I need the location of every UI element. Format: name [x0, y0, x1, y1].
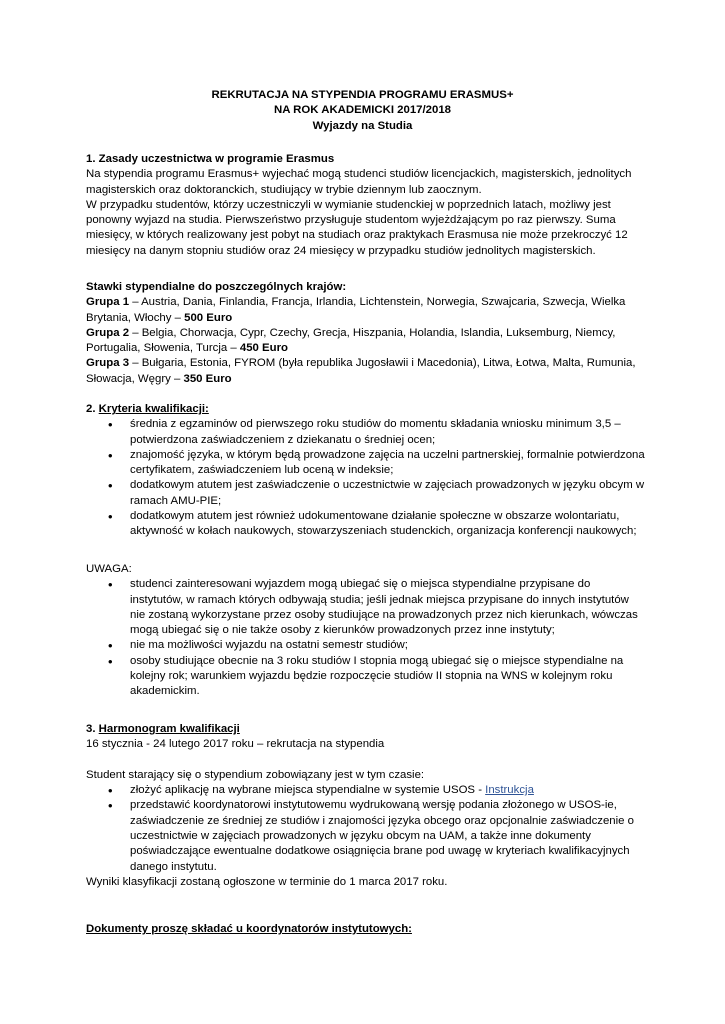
note-item-2: • nie ma możliwości wyjazdu na ostatni semestr studiów; [86, 638, 646, 653]
rate-group-3 [86, 356, 646, 387]
note-item-1: • studenci zainteresowani wyjazdem mogą ubiegać się o miejsca stypendialne przypisane do instytutów, w ramach których odbywają studia; jeśli jednak miejsca przypisane do innych instytutów nie zostaną wykorzystane przez osoby studiujące na prowadzonych przez nich kierunkach, wówczas mogą ubiegać się o nie także osoby z kierunków prowadzonych przez inne instytuty; [86, 577, 646, 638]
rate-group-3-countries: – Bułgaria, Estonia, FYROM (była republika Jugosławii i Macedonia), Litwa, Łotwa, Malta, Rumunia, Słowacja, Węgry – [86, 357, 636, 385]
rate-group-2-countries: – Belgia, Chorwacja, Cypr, Czechy, Grecja, Hiszpania, Holandia, Islandia, Luksemburg, Niemcy, Portugalia, Słowenia, Turcja – [86, 326, 616, 355]
title-line-2: NA ROK AKADEMICKI 2017/2018 [273, 104, 452, 117]
rate-group-1 [86, 295, 646, 326]
section-2-title: Kryteria kwalifikacji: [98, 403, 209, 415]
rate-group-3-amount: 350 Euro [183, 372, 232, 385]
criteria-list [86, 417, 646, 539]
title-line-3: Wyjazdy na Studia [312, 119, 413, 132]
note-heading: UWAGA: [86, 563, 132, 575]
blank-line [86, 753, 646, 768]
section-criteria [86, 402, 646, 540]
schedule-item-1-text: złożyć aplikację na wybrane miejsca stypendialne w systemie USOS - [130, 784, 486, 797]
section-rates [86, 280, 646, 387]
rate-group-2-amount: 450 Euro [239, 342, 288, 355]
section-1-paragraph-1: Na stypendia programu Erasmus+ wyjechać mogą studenci studiów licencjackich, magisterskich, jednolitych magisterskich oraz doktoranckich, studiujący w trybie dziennym lub zaocznym. [86, 168, 632, 196]
rate-group-3-label: Grupa 3 [86, 357, 130, 370]
document-title [0, 88, 725, 134]
instruction-link[interactable]: Instrukcja [485, 784, 534, 797]
criteria-item-4: • dodatkowym atutem jest również udokumentowane działanie społeczne w obszarze wolontariatu, aktywność w kołach naukowych, stowarzyszeniach studenckich, organizacja konferencji naukowych; [86, 509, 646, 540]
section-3-heading [86, 722, 646, 737]
criteria-item-1: • średnia z egzaminów od pierwszego roku studiów do momentu składania wniosku minimum 3,5 – potwierdzona zaświadczeniem z dziekanatu o średniej ocen; [86, 417, 646, 448]
section-schedule [86, 722, 646, 890]
schedule-item-1 [86, 783, 646, 798]
note-item-3: • osoby studiujące obecnie na 3 roku studiów I stopnia mogą ubiegać się o miejsce stypendialne na kolejny rok; warunkiem wyjazdu będzie rozpoczęcie studiów II stopnia na WNS w kolejnym roku akademickim. [86, 654, 646, 700]
section-2-heading [86, 402, 646, 417]
rate-group-1-amount: 500 Euro [184, 311, 233, 324]
section-3-number: 3. [86, 723, 99, 735]
section-1-heading: 1. Zasady uczestnictwa w programie Erasmus [86, 153, 335, 165]
documents-heading: Dokumenty proszę składać u koordynatorów instytutowych: [86, 923, 412, 935]
section-participation [86, 152, 646, 259]
criteria-item-3: • dodatkowym atutem jest zaświadczenie o uczestnictwie w zajęciach prowadzonych w języku obcym w ramach AMU-PIE; [86, 478, 646, 509]
section-note [86, 562, 646, 700]
rates-heading: Stawki stypendialne do poszczególnych krajów: [86, 281, 347, 293]
rate-group-1-label: Grupa 1 [86, 296, 130, 309]
section-1-paragraph-2: W przypadku studentów, którzy uczestniczyli w wymianie studenckiej w poprzednich latach, możliwy jest ponowny wyjazd na studia. Pierwszeństwo przysługuje studentom wyjeżdżającym po raz pierwszy. Suma miesięcy, w których realizowany jest pobyt na studiach oraz praktykach Erasmusa nie może przekroczyć 12 miesięcy na danym stopniu studiów oraz 24 miesięcy w przypadku studiów jednolitych magisterskich. [86, 198, 628, 257]
rate-group-1-countries: – Austria, Dania, Finlandia, Francja, Irlandia, Lichtenstein, Norwegia, Szwajcaria, Szwecja, Wielka Brytania, Włochy – [86, 296, 626, 324]
title-line-1: REKRUTACJA NA STYPENDIA PROGRAMU ERASMUS+ [211, 89, 514, 101]
schedule-list [86, 783, 646, 875]
rate-group-2-label: Grupa 2 [86, 326, 130, 339]
schedule-item-2: • przedstawić koordynatorowi instytutowemu wydrukowaną wersję podania złożonego w USOS-ie, zaświadczenie ze średniej ze studiów i znajomości języka obcego oraz opcjonalnie zaświadczenie o uczestnictwie w zajęciach prowadzonych w języku obcym na UAM, a także inne dokumenty poświadczające ewentualne dodatkowe osiągnięcia brane pod uwagę w kryteriach kwalifikacyjnych danego instytutu. [86, 798, 646, 874]
section-3-title: Harmonogram kwalifikacji [98, 723, 240, 735]
section-2-number: 2. [86, 403, 99, 415]
criteria-item-2: • znajomość języka, w którym będą prowadzone zajęcia na uczelni partnerskiej, formalnie potwierdzona certyfikatem, zaświadczeniem lub oceną w indeksie; [86, 448, 646, 479]
schedule-intro: Student starający się o stypendium zobowiązany jest w tym czasie: [86, 768, 425, 781]
rate-group-2 [86, 326, 646, 357]
schedule-dates: 16 stycznia - 24 lutego 2017 roku – rekrutacja na stypendia [86, 738, 385, 751]
section-documents [86, 922, 646, 937]
note-list [86, 577, 646, 699]
results-note: Wyniki klasyfikacji zostaną ogłoszone w terminie do 1 marca 2017 roku. [86, 875, 448, 888]
